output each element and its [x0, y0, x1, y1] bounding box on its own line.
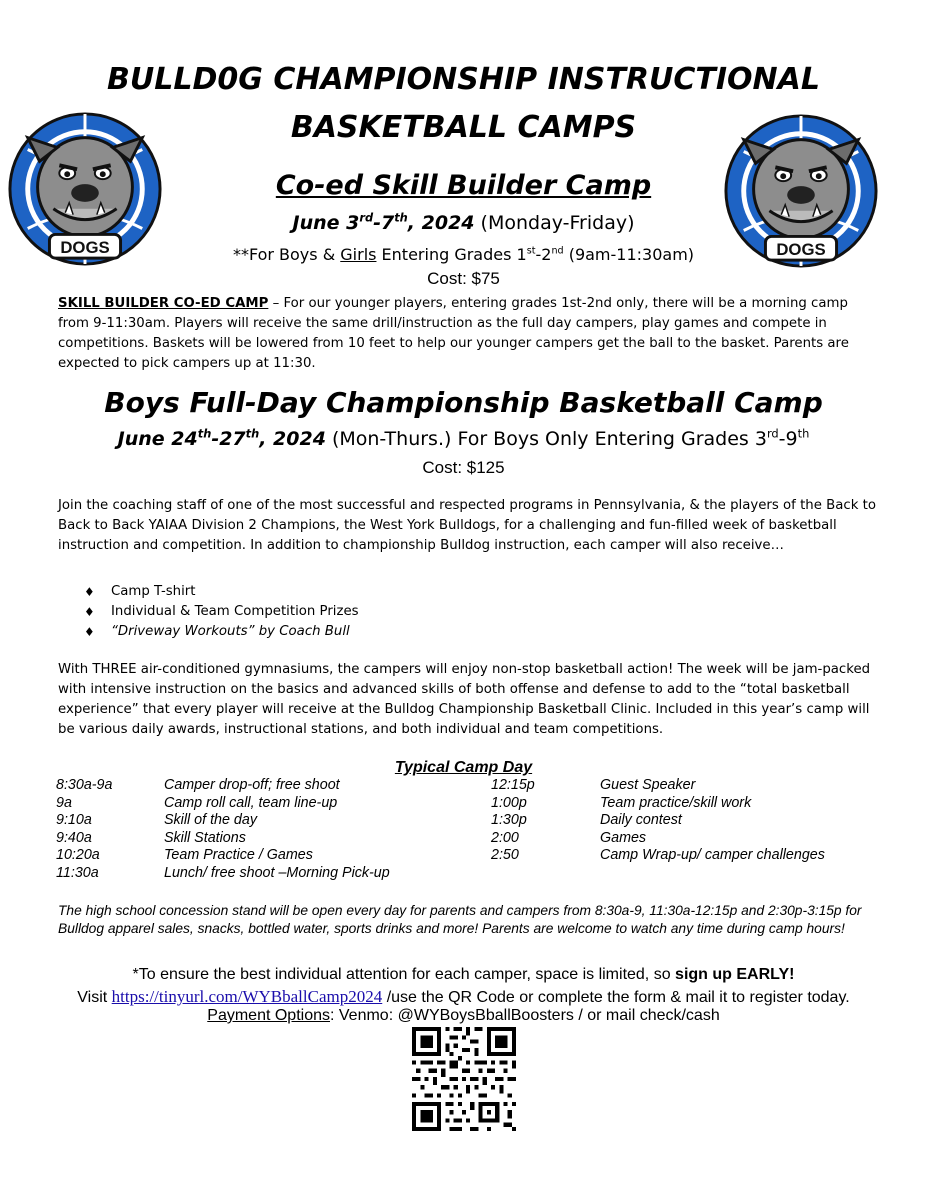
table-row: 9:40a Skill Stations 2:00 Games: [56, 829, 647, 846]
concession-note: The high school concession stand will be open every day for parents and campers from 8:30a-9, 11:30a-12:15p and 2:30p-3:15p for Bulldog apparel sales, snacks, bottled water, sports drinks and more! Parents are welcome to watch any time during camp hours!: [58, 903, 862, 936]
table-row: 9:10a Skill of the day 1:30p Daily contest: [56, 812, 682, 828]
boys-heading: Boys Full-Day Championship Basketball Camp: [104, 386, 823, 419]
list-item: ♦ Camp T-shirt: [84, 584, 196, 599]
schedule-heading: Typical Camp Day: [394, 759, 533, 776]
table-row: 11:30a Lunch/ free shoot –Morning Pick-up: [56, 864, 390, 881]
page-title-line2: BASKETBALL CAMPS: [290, 110, 637, 145]
list-item: ♦ “Driveway Workouts” by Coach Bull: [84, 624, 350, 639]
logo-text: DOGS: [776, 240, 826, 260]
coed-cost: Cost: $75: [427, 269, 500, 288]
table-row: 9a Camp roll call, team line-up 1:00p Team practice/skill work: [56, 794, 752, 811]
table-row: 8:30a-9a Camper drop-off; free shoot 12:15p Guest Speaker: [56, 777, 696, 793]
list-item: ♦ Individual & Team Competition Prizes: [84, 604, 359, 619]
qr-code[interactable]: [412, 1027, 516, 1131]
boys-intro: Join the coaching staff of one of the most successful and respected programs in Pennsylvania, & the players of the Back to Back to Back YAIAA Division 2 Champions, the West York Bulldogs, for a challenging and fun-filled week of basketball instruction and competition. In addition to championship Bulldog instruction, each camper will also receive…: [58, 498, 876, 553]
table-row: 10:20a Team Practice / Games 2:50 Camp Wrap-up/ camper challenges: [56, 847, 825, 863]
register-line: Visit https://tinyurl.com/WYBballCamp2024 /use the QR Code or complete the form & mail it to register today.: [77, 987, 850, 1006]
signup-note: *To ensure the best individual attention for each camper, space is limited, so sign up EARLY!: [132, 966, 795, 983]
logo-text: DOGS: [60, 238, 110, 258]
page-title-line1: BULLD0G CHAMPIONSHIP INSTRUCTIONAL: [107, 62, 820, 97]
benefits-list: [84, 582, 584, 642]
boys-cost: Cost: $125: [422, 458, 505, 477]
coed-eligibility: **For Boys & Girls Entering Grades 1st-2nd (9am-11:30am): [232, 245, 695, 264]
schedule-table: [56, 777, 876, 882]
coed-description: SKILL BUILDER CO-ED CAMP – For our younger players, entering grades 1st-2nd only, there will be a morning camp from 9-11:30am. Players will receive the same drill/instruction as the full day campers, play games and compete in competitions. Baskets will be lowered from 10 feet to help our younger campers get the ball to the basket. Parents are expected to pick campers up at 11:30.: [58, 296, 849, 371]
payment-options: Payment Options: Venmo: @WYBoysBballBoosters / or mail check/cash: [207, 1007, 720, 1024]
registration-link[interactable]: https://tinyurl.com/WYBballCamp2024: [111, 987, 383, 1006]
coed-heading: Co-ed Skill Builder Camp: [275, 170, 652, 201]
boys-dates: June 24th-27th, 2024 (Mon-Thurs.) For Boys Only Entering Grades 3rd-9th: [117, 426, 810, 450]
boys-details: With THREE air-conditioned gymnasiums, the campers will enjoy non-stop basketball action! The week will be jam-packed with intensive instruction on the basics and advanced skills of both offense and defense to add to the “total basketball experience” that every player will receive at the Bulldog Championship Basketball Clinic. Included in this year’s camp will be various daily awards, instructional stations, and both individual and team competitions.: [58, 662, 871, 737]
coed-dates: June 3rd-7th, 2024 (Monday-Friday): [292, 210, 635, 234]
